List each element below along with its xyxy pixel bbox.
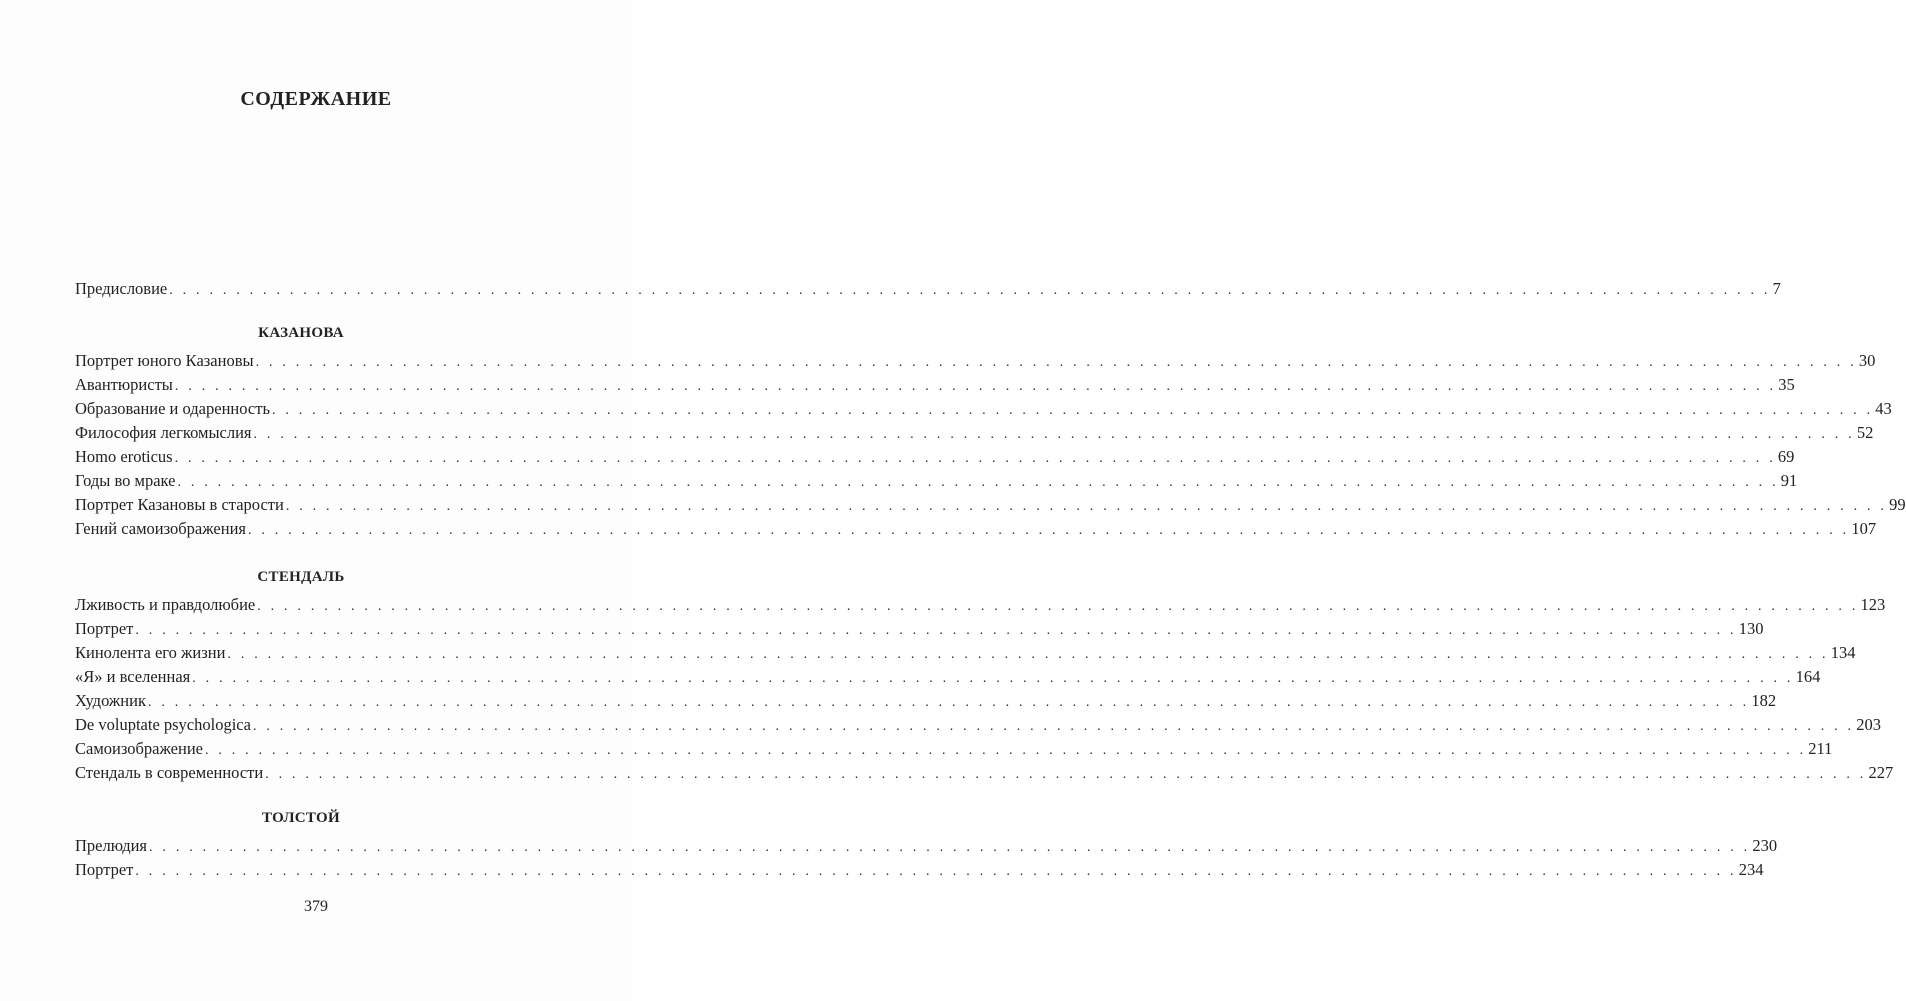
dot-leader: . . . . . . . . . . . . . . . . . . . . . . . . . . . . . . . . . . . . . . . . . . . . . . . . . . . . . . . . . . . . . . . . . . . . . . . . . . . . . . . . . . . . . . . . . . . . . . . . . . . . . . . . . . . . . . . . . . . . . . . . xyxy=(135,623,1737,638)
toc-entry[interactable] xyxy=(75,469,1798,493)
toc-entry-title: Самоизображение xyxy=(75,739,203,758)
dot-leader: . . . . . . . . . . . . . . . . . . . . . . . . . . . . . . . . . . . . . . . . . . . . . . . . . . . . . . . . . . . . . . . . . . . . . . . . . . . . . . . . . . . . . . . . . . . . . . . . . . . . . . . . . . . . . . . . . . . . . . . . xyxy=(265,767,1867,782)
dot-leader: . . . . . . . . . . . . . . . . . . . . . . . . . . . . . . . . . . . . . . . . . . . . . . . . . . . . . . . . . . . . . . . . . . . . . . . . . . . . . . . . . . . . . . . . . . . . . . . . . . . . . . . . . . . . . . . . . . . . . . . . xyxy=(177,475,1779,490)
dot-leader: . . . . . . . . . . . . . . . . . . . . . . . . . . . . . . . . . . . . . . . . . . . . . . . . . . . . . . . . . . . . . . . . . . . . . . . . . . . . . . . . . . . . . . . . . . . . . . . . . . . . . . . . . . . . . . . . . . . . . . . . xyxy=(227,647,1829,662)
toc-section-preface xyxy=(75,277,1781,301)
toc-entry[interactable] xyxy=(75,593,1886,617)
toc-entry[interactable] xyxy=(75,373,1795,397)
toc-section-casanova xyxy=(75,321,1906,541)
page-number: 379 xyxy=(304,898,328,915)
dot-leader: . . . . . . . . . . . . . . . . . . . . . . . . . . . . . . . . . . . . . . . . . . . . . . . . . . . . . . . . . . . . . . . . . . . . . . . . . . . . . . . . . . . . . . . . . . . . . . . . . . . . . . . . . . . . . . . . . . . . . . . . xyxy=(248,523,1850,538)
toc-entry-title: Портрет xyxy=(75,619,134,638)
toc-entry-title: Прелюдия xyxy=(75,836,148,855)
toc-entry-title: Авантюристы xyxy=(75,375,173,394)
toc-entry-title: Портрет xyxy=(75,860,134,879)
toc-entry-title: Лживость и правдолюбие xyxy=(75,595,256,614)
toc-entry[interactable] xyxy=(75,689,1777,713)
dot-leader: . . . . . . . . . . . . . . . . . . . . . . . . . . . . . . . . . . . . . . . . . . . . . . . . . . . . . . . . . . . . . . . . . . . . . . . . . . . . . . . . . . . . . . . . . . . . . . . . . . . . . . . . . . . . . . . . . . . . . . . . xyxy=(192,671,1794,686)
toc-entry-title: Художник xyxy=(75,691,146,710)
toc-entry-page: 130 xyxy=(1738,619,1764,638)
dot-leader: . . . . . . . . . . . . . . . . . . . . . . . . . . . . . . . . . . . . . . . . . . . . . . . . . . . . . . . . . . . . . . . . . . . . . . . . . . . . . . . . . . . . . . . . . . . . . . . . . . . . . . . . . . . . . . . . . . . . . . . . xyxy=(174,379,1777,394)
dot-leader: . . . . . . . . . . . . . . . . . . . . . . . . . . . . . . . . . . . . . . . . . . . . . . . . . . . . . . . . . . . . . . . . . . . . . . . . . . . . . . . . . . . . . . . . . . . . . . . . . . . . . . . . . . . . . . . . . . . . . . . . xyxy=(253,427,1855,442)
toc-entry[interactable] xyxy=(75,761,1894,785)
toc-entry[interactable] xyxy=(75,858,1764,882)
toc-entry-page: 227 xyxy=(1868,763,1894,782)
toc-entry-page: 182 xyxy=(1751,691,1777,710)
toc-entry-page: 123 xyxy=(1860,595,1886,614)
toc-entry-page: 211 xyxy=(1808,739,1833,758)
toc-entry[interactable] xyxy=(75,397,1892,421)
toc-entry-page: 164 xyxy=(1795,667,1821,686)
toc-entry-title: Кинолента его жизни xyxy=(75,643,226,662)
toc-entry-title: Гений самоизображения xyxy=(75,519,246,538)
section-heading: ТОЛСТОЙ xyxy=(262,810,340,826)
toc-entry-title: Образование и одаренность xyxy=(75,399,270,418)
toc-entry[interactable] xyxy=(75,349,1876,373)
toc-entry-title: Предисловие xyxy=(75,279,168,298)
toc-entry-page: 52 xyxy=(1856,423,1874,442)
toc-entry-title: Философия легкомыслия xyxy=(75,423,252,442)
page-title: СОДЕРЖАНИЕ xyxy=(240,88,392,110)
dot-leader: . . . . . . . . . . . . . . . . . . . . . . . . . . . . . . . . . . . . . . . . . . . . . . . . . . . . . . . . . . . . . . . . . . . . . . . . . . . . . . . . . . . . . . . . . . . . . . . . . . . . . . . . . . . . . . . . . . . . . . . . xyxy=(174,451,1776,466)
toc-entry-page: 91 xyxy=(1780,471,1798,490)
toc-entry-page: 230 xyxy=(1752,836,1778,855)
toc-entry-page: 43 xyxy=(1875,399,1892,418)
toc-entry[interactable] xyxy=(75,277,1781,301)
section-heading: СТЕНДАЛЬ xyxy=(257,569,345,585)
section-heading: КАЗАНОВА xyxy=(258,325,344,341)
dot-leader: . . . . . . . . . . . . . . . . . . . . . . . . . . . . . . . . . . . . . . . . . . . . . . . . . . . . . . . . . . . . . . . . . . . . . . . . . . . . . . . . . . . . . . . . . . . . . . . . . . . . . . . . . . . . . . . . . . . . . . . . xyxy=(257,599,1859,614)
toc-entry-page: 234 xyxy=(1738,860,1764,879)
toc-entry[interactable] xyxy=(75,493,1906,517)
toc-entry-title: Стендаль в современности xyxy=(75,763,264,782)
dot-leader: . . . . . . . . . . . . . . . . . . . . . . . . . . . . . . . . . . . . . . . . . . . . . . . . . . . . . . . . . . . . . . . . . . . . . . . . . . . . . . . . . . . . . . . . . . . . . . . . . . . . . . . . . . . . . . . . . . . . . . . . xyxy=(135,864,1737,879)
dot-leader: . . . . . . . . . . . . . . . . . . . . . . . . . . . . . . . . . . . . . . . . . . . . . . . . . . . . . . . . . . . . . . . . . . . . . . . . . . . . . . . . . . . . . . . . . . . . . . . . . . . . . . . . . . . . . . . . . . . . . . . . xyxy=(169,283,1771,298)
toc-entry-title: Годы во мраке xyxy=(75,471,176,490)
toc-entry[interactable] xyxy=(75,665,1821,689)
toc-entry-page: 99 xyxy=(1889,495,1906,514)
toc-section-stendhal xyxy=(75,565,1894,785)
toc-entry[interactable] xyxy=(75,737,1833,761)
toc-entry[interactable] xyxy=(75,641,1856,665)
dot-leader: . . . . . . . . . . . . . . . . . . . . . . . . . . . . . . . . . . . . . . . . . . . . . . . . . . . . . . . . . . . . . . . . . . . . . . . . . . . . . . . . . . . . . . . . . . . . . . . . . . . . . . . . . . . . . . . . . . . . . . . . xyxy=(255,355,1857,370)
toc-entry-page: 30 xyxy=(1858,351,1876,370)
toc-entry-page: 203 xyxy=(1856,715,1882,734)
toc-entry[interactable] xyxy=(75,445,1795,469)
dot-leader: . . . . . . . . . . . . . . . . . . . . . . . . . . . . . . . . . . . . . . . . . . . . . . . . . . . . . . . . . . . . . . . . . . . . . . . . . . . . . . . . . . . . . . . . . . . . . . . . . . . . . . . . . . . . . . . . . . . . . . . . xyxy=(148,695,1750,710)
toc-entry-page: 134 xyxy=(1830,643,1856,662)
toc-entry[interactable] xyxy=(75,713,1882,737)
toc-entry[interactable] xyxy=(75,834,1778,858)
toc-entry-title: «Я» и вселенная xyxy=(75,667,191,686)
toc-section-tolstoy xyxy=(75,806,1778,882)
toc-entry-title: De voluptate psychologica xyxy=(75,715,251,734)
toc-entry-page: 7 xyxy=(1772,279,1781,298)
toc-entry[interactable] xyxy=(75,617,1764,641)
toc-entry[interactable] xyxy=(75,517,1877,541)
dot-leader: . . . . . . . . . . . . . . . . . . . . . . . . . . . . . . . . . . . . . . . . . . . . . . . . . . . . . . . . . . . . . . . . . . . . . . . . . . . . . . . . . . . . . . . . . . . . . . . . . . . . . . . . . . . . . . . . . . . . . . . . xyxy=(285,499,1888,514)
toc-entry-page: 35 xyxy=(1778,375,1795,394)
toc-entry[interactable] xyxy=(75,421,1874,445)
toc-entry-title: Homo eroticus xyxy=(75,447,173,466)
toc-entry-title: Портрет юного Казановы xyxy=(75,351,254,370)
toc-entry-title: Портрет Казановы в старости xyxy=(75,495,284,514)
dot-leader: . . . . . . . . . . . . . . . . . . . . . . . . . . . . . . . . . . . . . . . . . . . . . . . . . . . . . . . . . . . . . . . . . . . . . . . . . . . . . . . . . . . . . . . . . . . . . . . . . . . . . . . . . . . . . . . . . . . . . . . . xyxy=(252,719,1855,734)
dot-leader: . . . . . . . . . . . . . . . . . . . . . . . . . . . . . . . . . . . . . . . . . . . . . . . . . . . . . . . . . . . . . . . . . . . . . . . . . . . . . . . . . . . . . . . . . . . . . . . . . . . . . . . . . . . . . . . . . . . . . . . . xyxy=(204,743,1807,758)
toc-entry-page: 107 xyxy=(1851,519,1877,538)
dot-leader: . . . . . . . . . . . . . . . . . . . . . . . . . . . . . . . . . . . . . . . . . . . . . . . . . . . . . . . . . . . . . . . . . . . . . . . . . . . . . . . . . . . . . . . . . . . . . . . . . . . . . . . . . . . . . . . . . . . . . . . . xyxy=(271,403,1874,418)
dot-leader: . . . . . . . . . . . . . . . . . . . . . . . . . . . . . . . . . . . . . . . . . . . . . . . . . . . . . . . . . . . . . . . . . . . . . . . . . . . . . . . . . . . . . . . . . . . . . . . . . . . . . . . . . . . . . . . . . . . . . . . . xyxy=(149,840,1751,855)
toc-entry-page: 69 xyxy=(1777,447,1795,466)
